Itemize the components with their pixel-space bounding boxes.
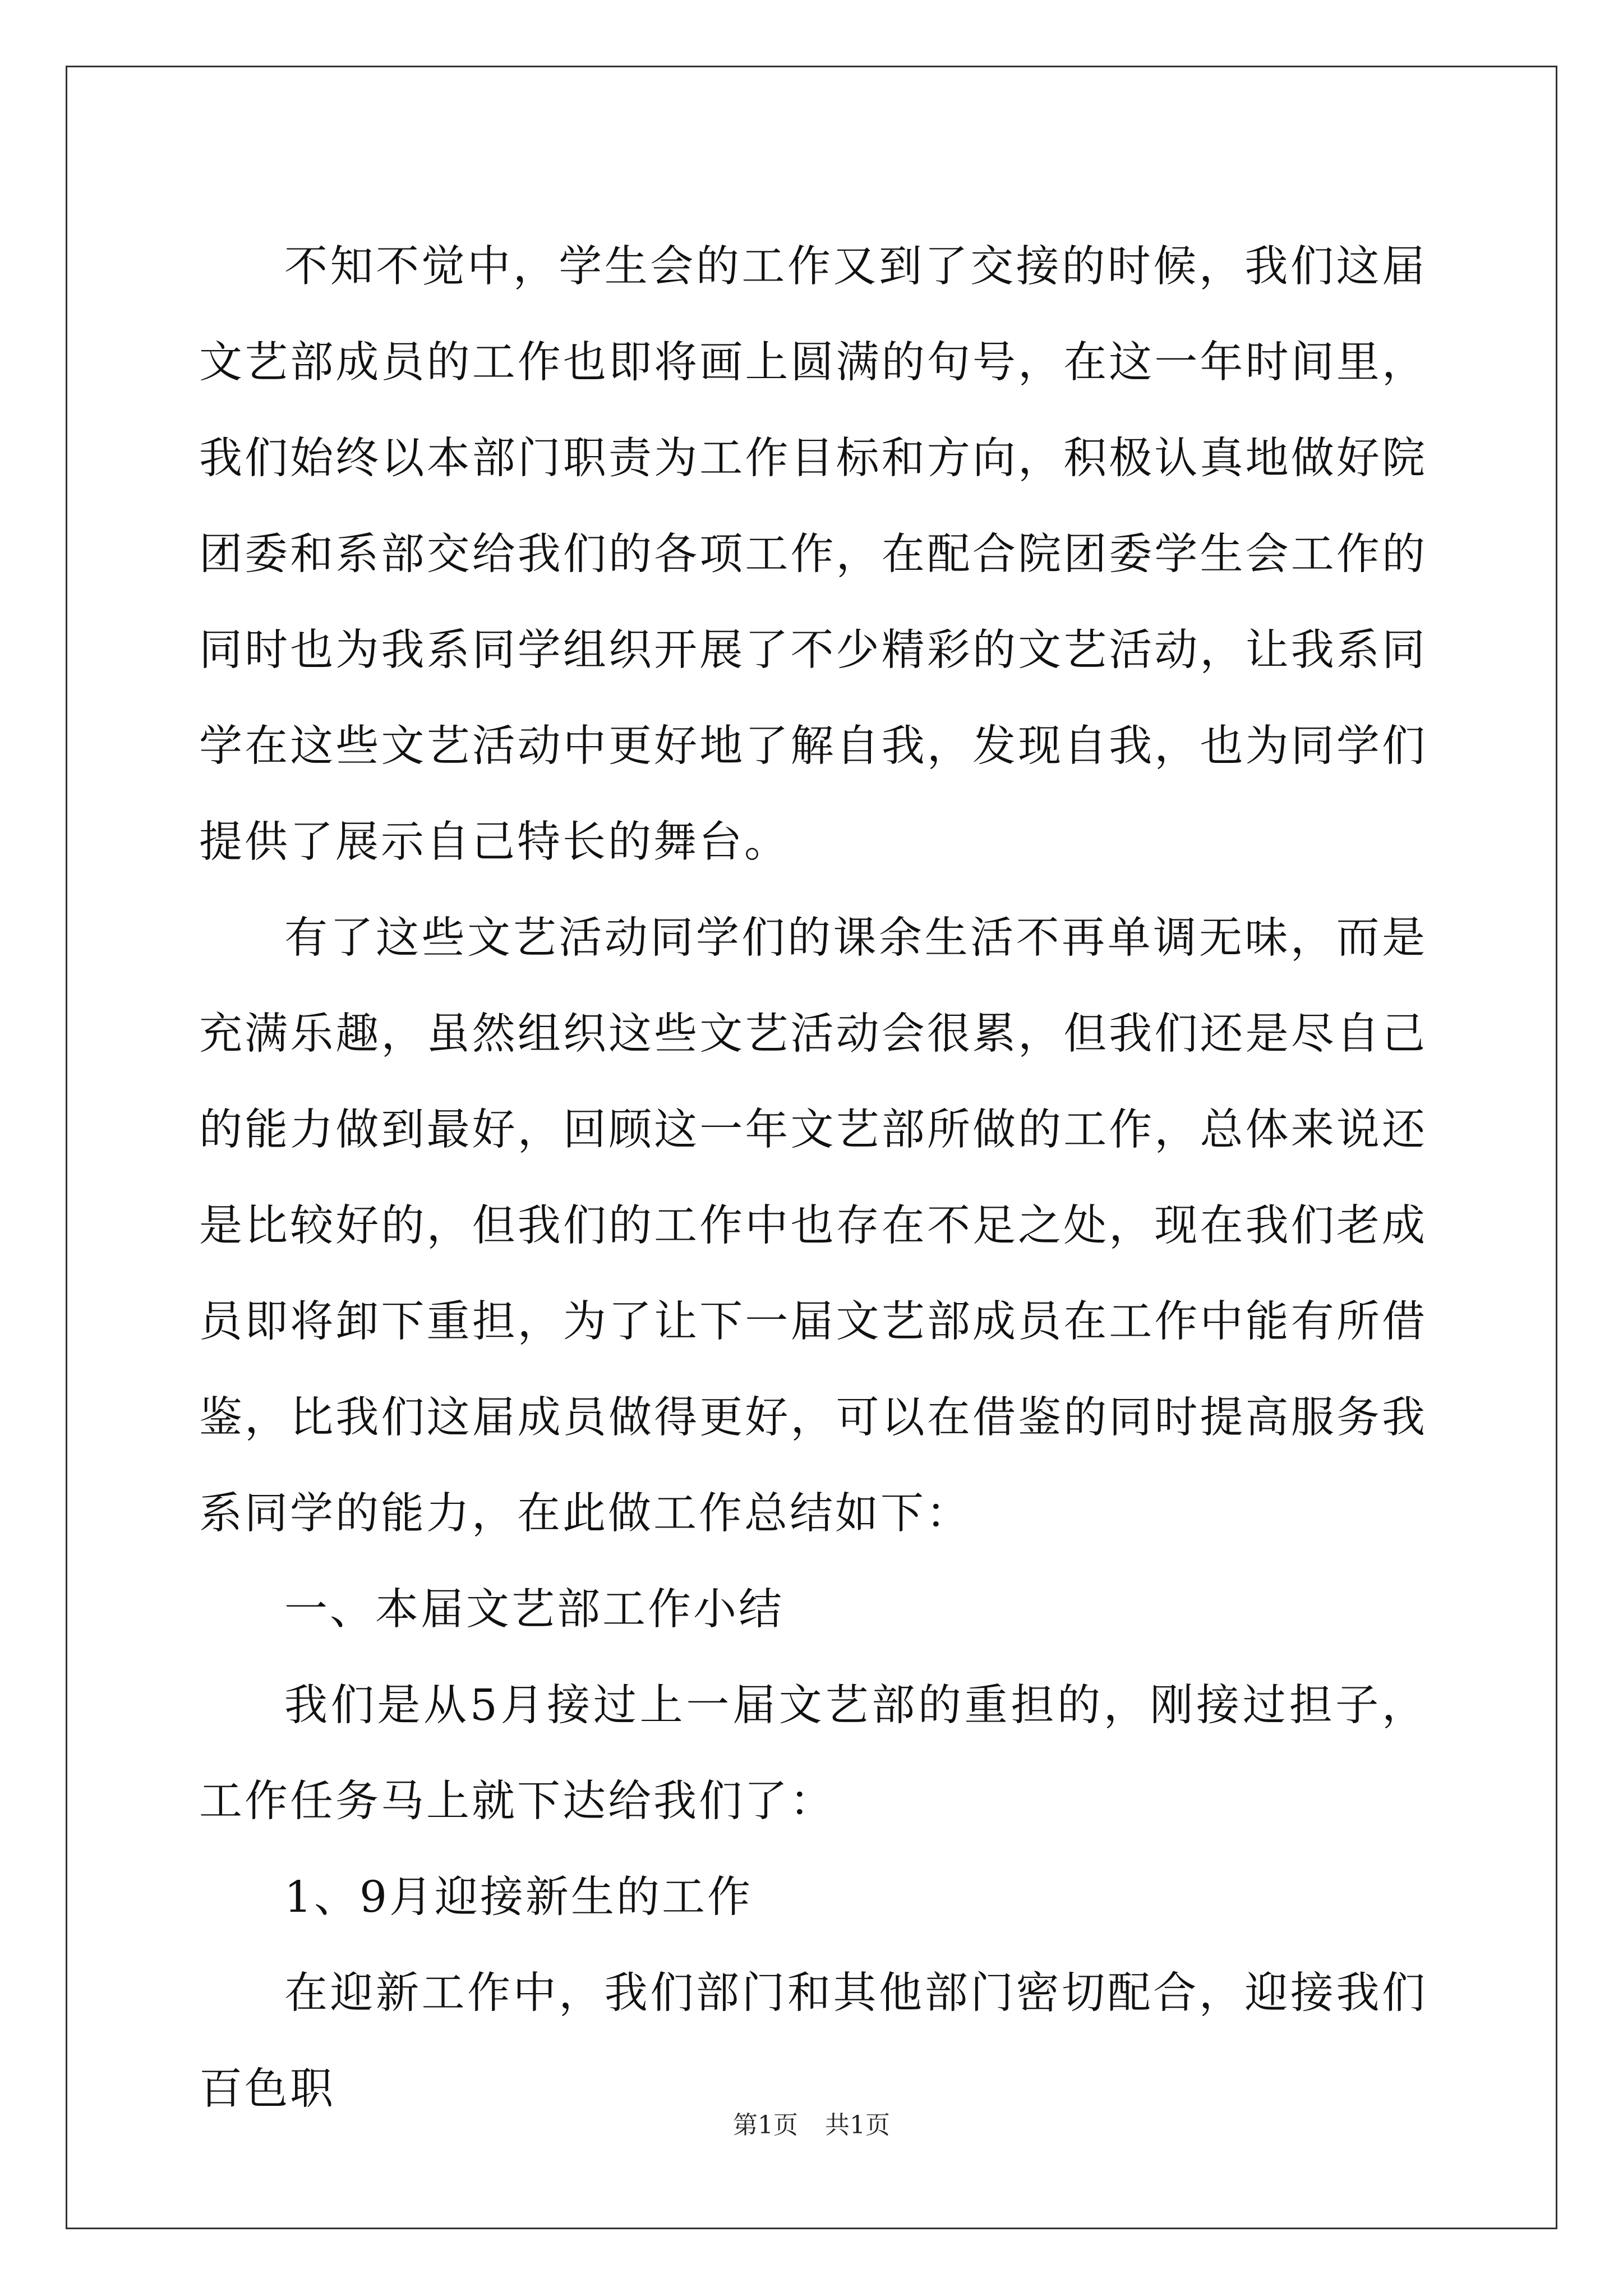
paragraph-welcome: 在迎新工作中，我们部门和其他部门密切配合，迎接我们百色职 [199,1968,1427,2114]
paragraph-takeover: 我们是从5月接过上一届文艺部的重担的，刚接过担子，工作任务马上就下达给我们了： [199,1681,1427,1826]
page-footer [0,2105,1623,2141]
paragraph-intro: 不知不觉中，学生会的工作又到了交接的时候，我们这届文艺部成员的工作也即将画上圆满的句号，在这一年时间里，我们始终以本部门职责为工作目标和方向，积极认真地做好院团委和系部交给我们的各项工作，在配合院团委学生会工作的同时也为我系同学组织开展了不少精彩的文艺活动，让我系同学在这些文艺活动中更好地了解自我，发现自我，也为同学们提供了展示自己特长的舞台。 [199,242,1427,867]
document-body [199,219,1427,2137]
subsection-heading: 1、9月迎接新生的工作 [284,1872,753,1922]
page-number: 第1页 [733,2111,798,2139]
section-heading: 一、本届文艺部工作小结 [284,1585,784,1635]
paragraph-overview: 有了这些文艺活动同学们的课余生活不再单调无味，而是充满乐趣，虽然组织这些文艺活动会很累，但我们还是尽自己的能力做到最好，回顾这一年文艺部所做的工作，总体来说还是比较好的，但我们的工作中也存在不足之处，现在我们老成员即将卸下重担，为了让下一届文艺部成员在工作中能有所借鉴，比我们这届成员做得更好，可以在借鉴的同时提高服务我系同学的能力，在此做工作总结如下： [199,913,1427,1539]
page-total: 共1页 [825,2111,890,2139]
